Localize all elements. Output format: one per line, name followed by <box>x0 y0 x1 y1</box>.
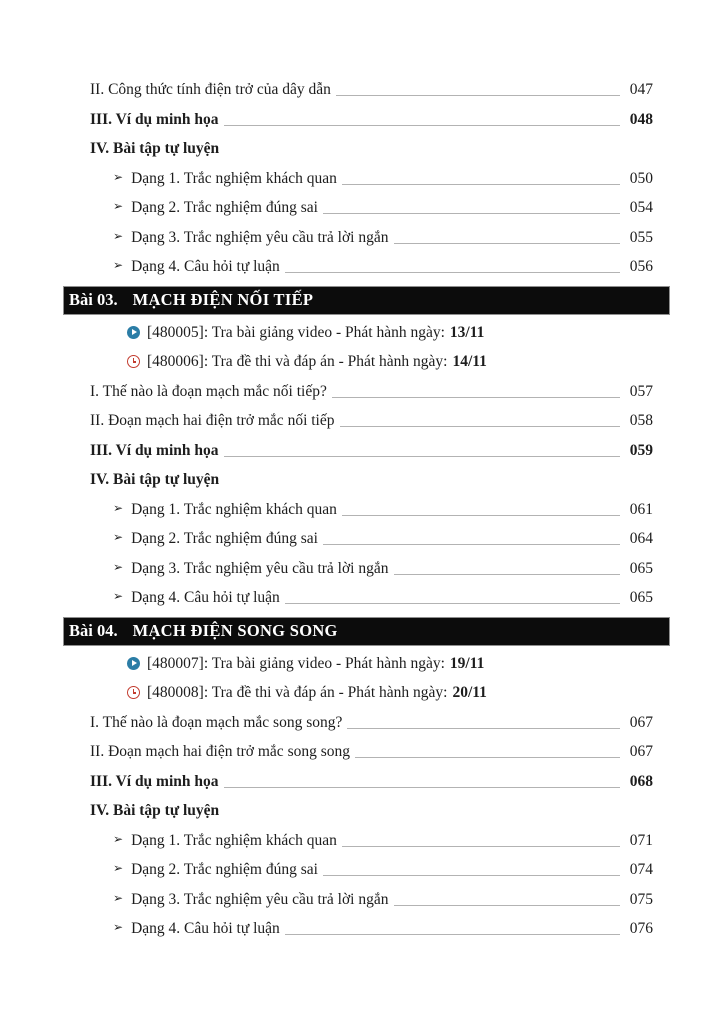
toc-item <box>63 855 670 885</box>
dot-leader <box>347 728 620 729</box>
page-number: 054 <box>629 199 653 216</box>
toc-item-label: I. Thế nào là đoạn mạch mắc nối tiếp? <box>90 382 327 400</box>
toc-item-label: Dạng 1. Trắc nghiệm khách quan <box>131 831 337 849</box>
dot-leader <box>224 125 620 126</box>
resource-item <box>63 678 670 708</box>
page-number: 076 <box>629 920 653 937</box>
release-date: 14/11 <box>452 353 487 370</box>
resource-item <box>63 347 670 377</box>
toc-item-label: IV. Bài tập tự luyện <box>90 471 220 488</box>
page-number: 068 <box>629 772 653 790</box>
page-number: 075 <box>629 890 653 908</box>
dot-leader <box>336 95 620 96</box>
dot-leader <box>323 875 620 876</box>
arrow-bullet-icon: ➢ <box>113 228 124 243</box>
toc-item-label: III. Ví dụ minh họa <box>90 110 219 128</box>
clock-icon <box>127 686 140 699</box>
arrow-bullet-icon: ➢ <box>113 530 124 544</box>
toc-item-label: IV. Bài tập tự luyện <box>90 140 220 157</box>
page-number: 064 <box>629 530 653 547</box>
toc-item <box>63 134 670 164</box>
toc-item-label: Dạng 4. Câu hỏi tự luận <box>131 589 280 606</box>
arrow-bullet-icon: ➢ <box>113 589 124 603</box>
page-number: 048 <box>629 110 653 128</box>
toc-item <box>63 708 670 738</box>
toc-content <box>63 75 670 944</box>
toc-item <box>63 914 670 944</box>
resource-item <box>63 318 670 348</box>
arrow-bullet-icon: ➢ <box>113 169 124 184</box>
toc-item-label: Dạng 1. Trắc nghiệm khách quan <box>131 169 337 187</box>
resource-text: [480006]: Tra đề thi và đáp án - Phát hành ngày: <box>147 353 448 370</box>
arrow-bullet-icon: ➢ <box>113 500 124 515</box>
toc-item <box>63 164 670 194</box>
toc-item-label: III. Ví dụ minh họa <box>90 441 219 459</box>
page-number: 057 <box>629 382 653 400</box>
section-number: Bài 03. <box>69 290 118 309</box>
toc-item <box>63 193 670 223</box>
dot-leader <box>285 272 620 273</box>
toc-item <box>63 495 670 525</box>
toc-item <box>63 252 670 282</box>
page-number: 056 <box>629 258 653 275</box>
arrow-bullet-icon: ➢ <box>113 890 124 905</box>
toc-item-label: II. Đoạn mạch hai điện trở mắc nối tiếp <box>90 412 335 429</box>
arrow-bullet-icon: ➢ <box>113 861 124 875</box>
page-number: 047 <box>629 81 653 98</box>
dot-leader <box>332 397 620 398</box>
toc-item-label: I. Thế nào là đoạn mạch mắc song song? <box>90 713 343 731</box>
toc-item-label: Dạng 4. Câu hỏi tự luận <box>131 920 280 937</box>
dot-leader <box>323 213 620 214</box>
section-number: Bài 04. <box>69 621 118 640</box>
page-number: 071 <box>629 831 653 849</box>
release-date: 13/11 <box>449 323 485 341</box>
arrow-bullet-icon: ➢ <box>113 199 124 213</box>
page-number: 065 <box>629 589 653 606</box>
page-number: 055 <box>629 228 653 246</box>
toc-item-label: II. Đoạn mạch hai điện trở mắc song song <box>90 743 351 760</box>
dot-leader <box>323 544 620 545</box>
dot-leader <box>340 426 621 427</box>
page-number: 067 <box>629 743 653 760</box>
section-header-bar <box>63 286 670 315</box>
dot-leader <box>394 574 621 575</box>
toc-item-label: Dạng 2. Trắc nghiệm đúng sai <box>131 199 318 216</box>
release-date: 20/11 <box>452 684 487 701</box>
toc-item-label: Dạng 3. Trắc nghiệm yêu cầu trả lời ngắn <box>131 228 389 246</box>
toc-item <box>63 223 670 253</box>
toc-item <box>63 885 670 915</box>
dot-leader <box>342 515 620 516</box>
section-header-bar <box>63 617 670 646</box>
page-number: 050 <box>629 169 653 187</box>
page-number: 059 <box>629 441 653 459</box>
arrow-bullet-icon: ➢ <box>113 559 124 574</box>
toc-item <box>63 554 670 584</box>
toc-item <box>63 105 670 135</box>
arrow-bullet-icon: ➢ <box>113 920 124 934</box>
section-title: MẠCH ĐIỆN NỐI TIẾP <box>132 290 314 309</box>
page-number: 074 <box>629 861 653 878</box>
resource-text: [480008]: Tra đề thi và đáp án - Phát hành ngày: <box>147 684 448 701</box>
toc-item <box>63 767 670 797</box>
toc-item-label: III. Ví dụ minh họa <box>90 772 219 790</box>
toc-item <box>63 377 670 407</box>
resource-item <box>63 649 670 679</box>
toc-item <box>63 826 670 856</box>
resource-text: [480007]: Tra bài giảng video - Phát hành ngày: <box>147 654 445 672</box>
toc-item-label: IV. Bài tập tự luyện <box>90 802 220 819</box>
arrow-bullet-icon: ➢ <box>113 831 124 846</box>
toc-item <box>63 737 670 767</box>
section-title: MẠCH ĐIỆN SONG SONG <box>132 621 338 640</box>
toc-item <box>63 583 670 613</box>
page-number: 061 <box>629 500 653 518</box>
page-number: 065 <box>629 559 653 577</box>
toc-item-label: Dạng 2. Trắc nghiệm đúng sai <box>131 530 318 547</box>
toc-item <box>63 524 670 554</box>
toc-item <box>63 796 670 826</box>
dot-leader <box>224 456 620 457</box>
toc-item-label: II. Công thức tính điện trở của dây dẫn <box>90 81 331 98</box>
dot-leader <box>224 787 620 788</box>
page-number: 058 <box>629 412 653 429</box>
play-icon <box>127 326 140 339</box>
dot-leader <box>394 243 621 244</box>
dot-leader <box>394 905 621 906</box>
toc-item <box>63 436 670 466</box>
toc-item-label: Dạng 1. Trắc nghiệm khách quan <box>131 500 337 518</box>
toc-item-label: Dạng 4. Câu hỏi tự luận <box>131 258 280 275</box>
clock-icon <box>127 355 140 368</box>
toc-item <box>63 75 670 105</box>
toc-item <box>63 406 670 436</box>
release-date: 19/11 <box>449 654 485 672</box>
page-number: 067 <box>629 713 653 731</box>
dot-leader <box>355 757 620 758</box>
toc-item <box>63 465 670 495</box>
toc-item-label: Dạng 3. Trắc nghiệm yêu cầu trả lời ngắn <box>131 559 389 577</box>
dot-leader <box>285 603 620 604</box>
toc-item-label: Dạng 3. Trắc nghiệm yêu cầu trả lời ngắn <box>131 890 389 908</box>
arrow-bullet-icon: ➢ <box>113 258 124 272</box>
resource-text: [480005]: Tra bài giảng video - Phát hành ngày: <box>147 323 445 341</box>
play-icon <box>127 657 140 670</box>
toc-item-label: Dạng 2. Trắc nghiệm đúng sai <box>131 861 318 878</box>
dot-leader <box>342 846 620 847</box>
dot-leader <box>285 934 620 935</box>
dot-leader <box>342 184 620 185</box>
